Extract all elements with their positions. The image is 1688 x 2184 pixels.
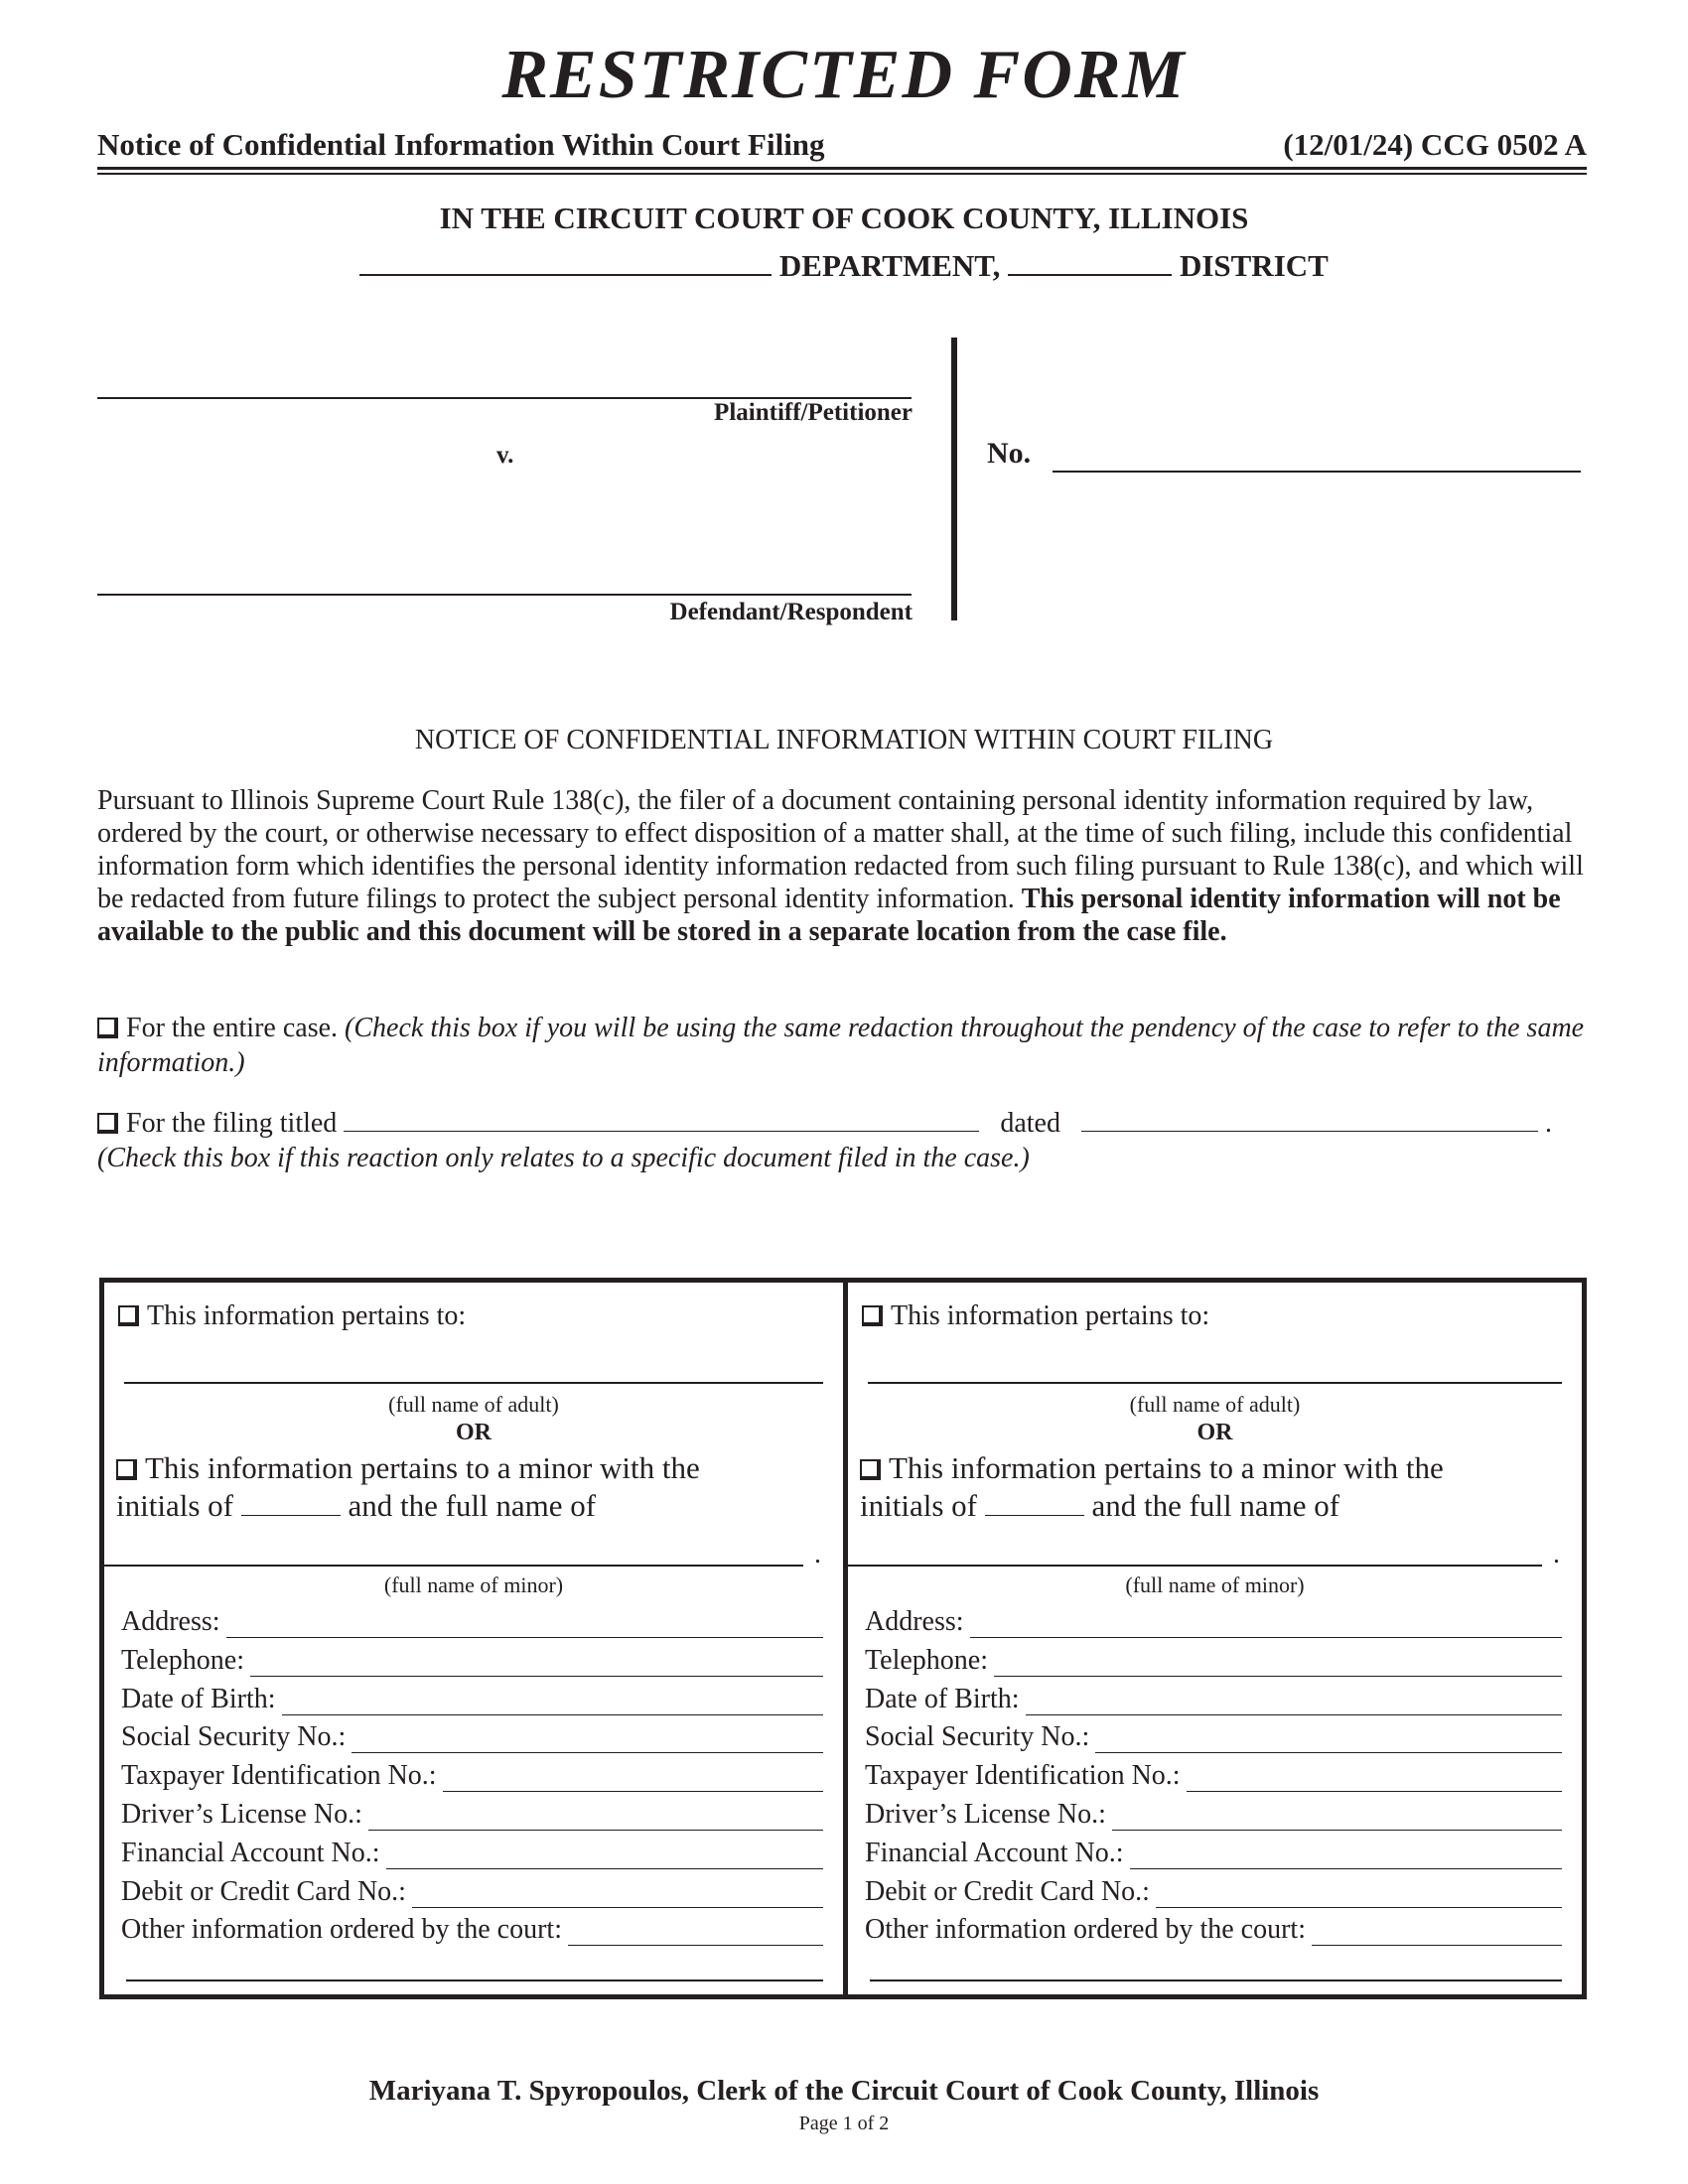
field-row: [865, 1756, 1562, 1792]
period: .: [1553, 1539, 1560, 1570]
field-input[interactable]: [568, 1916, 823, 1946]
field-label: Telephone:: [865, 1644, 988, 1676]
field-row: [865, 1641, 1562, 1677]
personal-info-box: [99, 1278, 1587, 1999]
notice-body: Pursuant to Illinois Supreme Court Rule 138(c), the filer of a document containing personal identity information required by law, ordered by the court, or otherwise necessary to effect disposition of a matter shall, at the time of such filing, include this confidential information form which identifies the personal identity information redacted from such filing pursuant to Rule 138(c), and which will be redacted from future filings to protect the subject personal identity information. This personal identity information will not be available to the public and this document will be stored in a separate location from the case file.: [97, 785, 1584, 947]
minor-checkbox[interactable]: [860, 1459, 881, 1480]
field-input[interactable]: [1095, 1723, 1562, 1753]
court-name: IN THE CIRCUIT COURT OF COOK COUNTY, ILLINOIS: [439, 201, 1249, 235]
defendant-field[interactable]: [97, 594, 912, 596]
field-label: Driver’s License No.:: [121, 1799, 362, 1830]
field-label: Date of Birth:: [865, 1683, 1020, 1714]
field-input[interactable]: [1156, 1878, 1562, 1908]
field-label: Financial Account No.:: [865, 1837, 1124, 1868]
field-input[interactable]: [282, 1686, 823, 1715]
field-label: Address:: [121, 1606, 220, 1637]
field-row: [865, 1680, 1562, 1715]
header-rule-thin: [97, 173, 1587, 175]
field-row: [121, 1602, 823, 1638]
adult-checkbox[interactable]: [118, 1305, 139, 1326]
case-no-label: No.: [987, 437, 1032, 470]
department-label: DEPARTMENT,: [778, 248, 1001, 283]
field-row: [121, 1756, 823, 1792]
filing-date-field[interactable]: [1081, 1106, 1538, 1132]
notice-body-bold: This personal identity information will not be available to the public and this document will be stored in a separate location from the case file.: [97, 884, 1561, 947]
field-row: [121, 1717, 823, 1753]
field-row: [865, 1910, 1562, 1946]
initials-field[interactable]: [985, 1490, 1084, 1516]
entire-case-checkbox[interactable]: [97, 1018, 118, 1038]
field-row: [865, 1602, 1562, 1638]
notice-heading: NOTICE OF CONFIDENTIAL INFORMATION WITHIN COURT FILING: [414, 725, 1274, 755]
or-label: OR: [456, 1420, 492, 1445]
field-label: Telephone:: [121, 1644, 244, 1676]
or-label: OR: [1196, 1420, 1233, 1445]
adult-caption: (full name of adult): [1129, 1392, 1301, 1417]
field-input[interactable]: [1187, 1762, 1562, 1792]
field-input[interactable]: [352, 1723, 823, 1753]
field-input[interactable]: [250, 1647, 823, 1677]
district-label: DISTRICT: [1179, 248, 1329, 283]
field-input[interactable]: [1112, 1801, 1562, 1831]
defendant-label: Defendant/Respondent: [669, 599, 913, 625]
field-label: Address:: [865, 1606, 964, 1637]
pertains-minor: This information pertains to a minor with the initials of and the full name of: [116, 1450, 700, 1523]
adult-caption: (full name of adult): [388, 1392, 559, 1417]
field-input[interactable]: [1312, 1916, 1562, 1946]
adult-name-field[interactable]: [124, 1382, 823, 1384]
field-label: Taxpayer Identification No.:: [865, 1760, 1181, 1792]
case-no-field[interactable]: [1053, 471, 1581, 473]
entire-case-note: (Check this box if you will be using the same redaction throughout the pendency of the case to refer to the same information.): [97, 1013, 1585, 1078]
field-input[interactable]: [970, 1608, 1562, 1638]
field-row: [121, 1872, 823, 1908]
field-label: Other information ordered by the court:: [865, 1914, 1306, 1946]
field-row: [865, 1717, 1562, 1753]
field-row: [865, 1795, 1562, 1831]
department-line: [0, 248, 1688, 284]
minor-caption: (full name of minor): [1125, 1572, 1305, 1597]
minor-checkbox[interactable]: [116, 1459, 137, 1480]
field-label: Debit or Credit Card No.:: [865, 1875, 1150, 1907]
field-row: [121, 1641, 823, 1677]
restricted-form-title: RESTRICTED FORM: [501, 37, 1187, 113]
caption-divider: [951, 338, 957, 620]
field-row: [865, 1834, 1562, 1869]
plaintiff-label: Plaintiff/Petitioner: [714, 399, 913, 426]
field-row: [121, 1680, 823, 1715]
field-label: Social Security No.:: [865, 1721, 1090, 1753]
field-label: Date of Birth:: [121, 1683, 276, 1714]
minor-name-field[interactable]: [848, 1565, 1542, 1567]
field-input[interactable]: [386, 1840, 823, 1869]
adult-name-field[interactable]: [868, 1382, 1562, 1384]
field-input[interactable]: [226, 1608, 823, 1638]
field-row: [865, 1872, 1562, 1908]
versus-label: v.: [496, 442, 514, 469]
option-entire-case: For the entire case. (Check this box if you will be using the same redaction throughout the pendency of the case to refer to the same information.): [97, 1013, 1585, 1078]
field-input[interactable]: [1026, 1686, 1562, 1715]
filing-titled-checkbox[interactable]: [97, 1113, 118, 1134]
field-row: [121, 1834, 823, 1869]
form-code: (12/01/24) CCG 0502 A: [1283, 127, 1587, 162]
field-row: [121, 1795, 823, 1831]
field-label: Taxpayer Identification No.:: [121, 1760, 437, 1792]
field-input[interactable]: [368, 1801, 823, 1831]
field-label: Social Security No.:: [121, 1721, 347, 1753]
field-label: Debit or Credit Card No.:: [121, 1875, 406, 1907]
panel-right: [843, 1283, 1582, 1994]
field-input[interactable]: [443, 1762, 823, 1792]
filing-title-field[interactable]: [344, 1106, 979, 1132]
initials-field[interactable]: [241, 1490, 341, 1516]
period: .: [814, 1539, 821, 1570]
adult-checkbox[interactable]: [862, 1305, 883, 1326]
panel-left: [104, 1283, 843, 1994]
field-input[interactable]: [412, 1878, 823, 1908]
field-label: Other information ordered by the court:: [121, 1914, 562, 1946]
minor-caption: (full name of minor): [383, 1572, 564, 1597]
filing-note: (Check this box if this reaction only relates to a specific document filed in the case.): [97, 1143, 1030, 1173]
other-info-field-extra[interactable]: [870, 1979, 1562, 1981]
minor-name-field[interactable]: [104, 1565, 803, 1567]
pertains-adult: This information pertains to:: [862, 1300, 1209, 1332]
clerk-footer: Mariyana T. Spyropoulos, Clerk of the Circuit Court of Cook County, Illinois: [368, 2075, 1320, 2107]
field-input[interactable]: [994, 1647, 1562, 1677]
pertains-minor: This information pertains to a minor with the initials of and the full name of: [860, 1450, 1444, 1523]
header-rule: [97, 167, 1587, 170]
option-filing-titled: For the filing titled dated . (Check this box if this reaction only relates to a specific document filed in the case.): [97, 1108, 1552, 1173]
field-label: Driver’s License No.:: [865, 1799, 1106, 1830]
form-name: Notice of Confidential Information Within Court Filing: [97, 127, 825, 162]
pertains-adult: This information pertains to:: [118, 1300, 466, 1332]
page-number: Page 1 of 2: [798, 2113, 890, 2134]
field-row: [121, 1910, 823, 1946]
department-field[interactable]: [359, 248, 772, 276]
other-info-field-extra[interactable]: [126, 1979, 823, 1981]
field-input[interactable]: [1130, 1840, 1562, 1869]
district-field[interactable]: [1008, 248, 1172, 276]
field-label: Financial Account No.:: [121, 1837, 380, 1868]
